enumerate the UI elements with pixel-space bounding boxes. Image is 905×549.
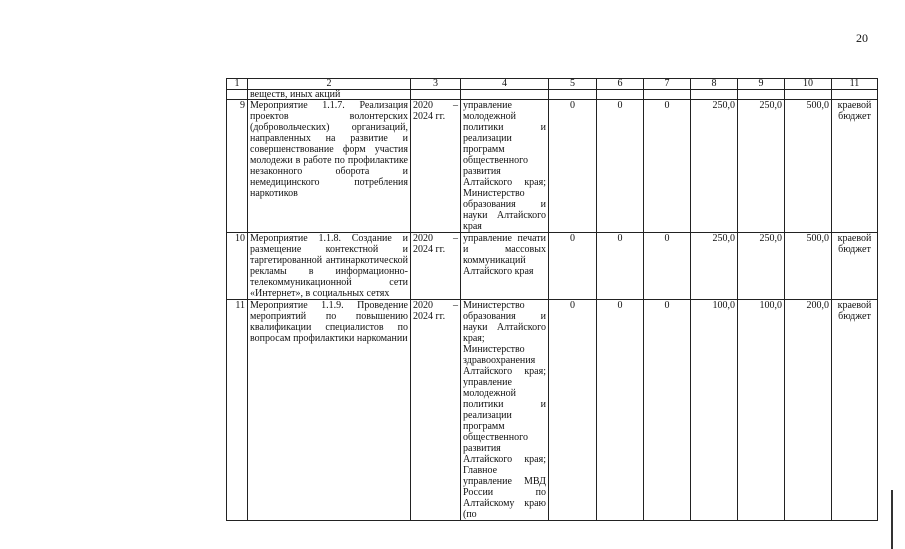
row-number: 11 xyxy=(227,300,248,521)
continuation-text: веществ, иных акций xyxy=(248,90,411,100)
activity-name: Мероприятие 1.1.9. Проведение мероприятий по повышению квалификации специалистов по вопросам профилактики наркомании xyxy=(248,300,411,521)
row-number: 10 xyxy=(227,233,248,300)
table-row xyxy=(227,100,878,233)
activity-name: Мероприятие 1.1.7. Реализация проектов волонтерских (добровольческих) организаций, направленных на развитие и совершенствование форм участия молодежи в работе по профилактике незаконного оборота и немедицинского потребления наркотиков xyxy=(248,100,411,233)
value-col8: 250,0 xyxy=(691,100,738,233)
row-number: 9 xyxy=(227,100,248,233)
period: 2020 – 2024 гг. xyxy=(411,100,461,233)
column-number: 4 xyxy=(461,79,549,90)
column-number: 5 xyxy=(549,79,597,90)
column-number: 2 xyxy=(248,79,411,90)
column-number: 7 xyxy=(644,79,691,90)
value-col7: 0 xyxy=(644,100,691,233)
value-col8: 100,0 xyxy=(691,300,738,521)
column-number: 8 xyxy=(691,79,738,90)
value-col6: 0 xyxy=(597,300,644,521)
value-col7: 0 xyxy=(644,300,691,521)
value-col8: 250,0 xyxy=(691,233,738,300)
value-col9: 100,0 xyxy=(738,300,785,521)
value-col9: 250,0 xyxy=(738,233,785,300)
scan-edge-line xyxy=(891,490,893,549)
value-col10: 500,0 xyxy=(785,233,832,300)
period: 2020 – 2024 гг. xyxy=(411,233,461,300)
funding-source: краевой бюджет xyxy=(832,300,878,521)
value-col6: 0 xyxy=(597,100,644,233)
continuation-row xyxy=(227,90,878,100)
funding-source: краевой бюджет xyxy=(832,100,878,233)
page-number: 20 xyxy=(856,31,868,45)
column-number: 1 xyxy=(227,79,248,90)
value-col5: 0 xyxy=(549,300,597,521)
table-row xyxy=(227,233,878,300)
value-col5: 0 xyxy=(549,233,597,300)
value-col10: 500,0 xyxy=(785,100,832,233)
value-col9: 250,0 xyxy=(738,100,785,233)
executor: Министерство образования и науки Алтайского края; Министерство здравоохранения Алтайского края; управление молодежной политики и реализации программ общественного развития Алтайского края; Главное управление МВД России по Алтайскому краю (по xyxy=(461,300,549,521)
column-number: 6 xyxy=(597,79,644,90)
funding-source: краевой бюджет xyxy=(832,233,878,300)
column-number: 10 xyxy=(785,79,832,90)
value-col10: 200,0 xyxy=(785,300,832,521)
column-number: 3 xyxy=(411,79,461,90)
column-number-row xyxy=(227,79,878,90)
executor: управление молодежной политики и реализации программ общественного развития Алтайского края; Министерство образования и науки Алтайского края xyxy=(461,100,549,233)
value-col6: 0 xyxy=(597,233,644,300)
value-col7: 0 xyxy=(644,233,691,300)
column-number: 9 xyxy=(738,79,785,90)
table-row xyxy=(227,300,878,521)
program-activities-table xyxy=(226,78,878,521)
column-number: 11 xyxy=(832,79,878,90)
value-col5: 0 xyxy=(549,100,597,233)
executor: управление печати и массовых коммуникаций Алтайского края xyxy=(461,233,549,300)
period: 2020 – 2024 гг. xyxy=(411,300,461,521)
activity-name: Мероприятие 1.1.8. Создание и размещение контекстной и таргетированной антинаркотической рекламы в информационно-телекоммуникационной сети «Интернет», в социальных сетях xyxy=(248,233,411,300)
